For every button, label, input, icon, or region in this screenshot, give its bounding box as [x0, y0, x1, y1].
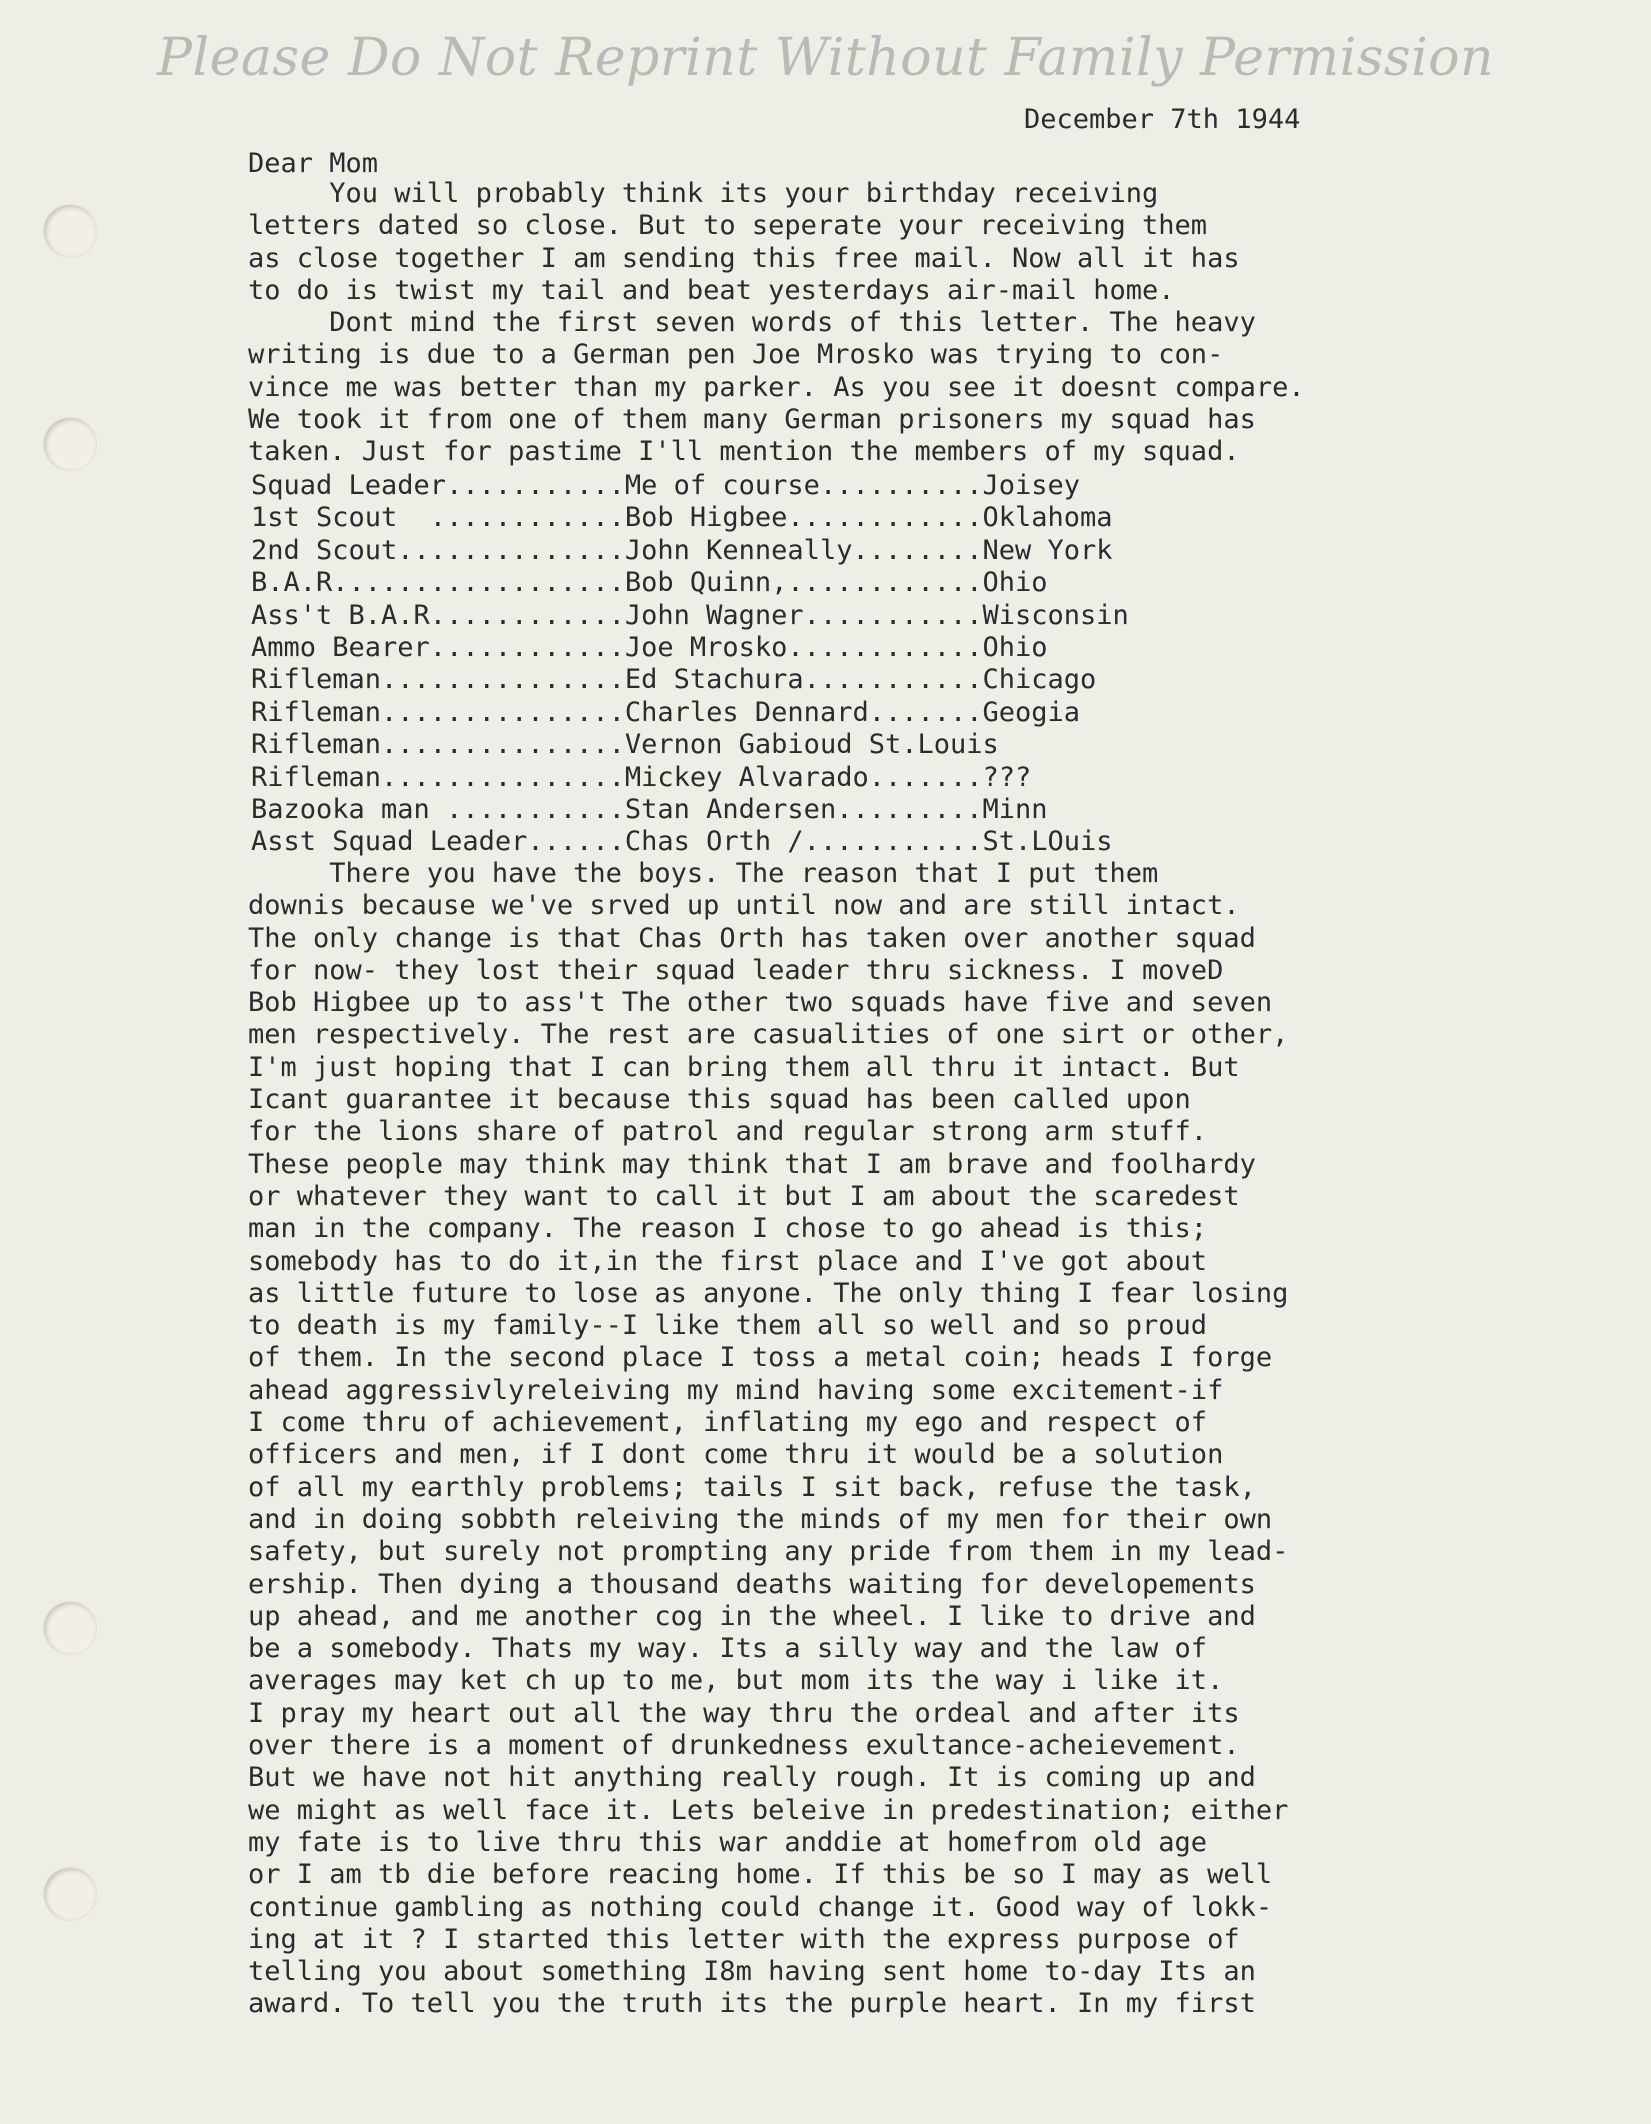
text-line: I pray my heart out all the way thru the ordeal and after its [248, 1697, 1240, 1729]
text-line: to death is my family--I like them all so well and so proud [248, 1310, 1208, 1342]
text-line: for the lions share of patrol and regular strong arm stuff. [248, 1116, 1208, 1148]
text-line: we might as well face it. Lets beleive in predestination; either [248, 1794, 1289, 1826]
text-line: We took it from one of them many German prisoners my squad has [248, 404, 1256, 436]
text-line: writing is due to a German pen Joe Mrosko was trying to con- [248, 339, 1224, 371]
binder-hole [44, 418, 96, 470]
text-line: award. To tell you the truth its the purple heart. In my first [248, 1988, 1256, 2020]
roster-row: Ass't B.A.R............John Wagner...........Wisconsin [251, 599, 1129, 631]
text-line: as close together I am sending this free mail. Now all it has [248, 242, 1240, 274]
salutation: Dear Mom [248, 148, 379, 179]
text-line: Bob Higbee up to ass't The other two squads have five and seven [248, 987, 1273, 1019]
text-line: I'm just hoping that I can bring them all thru it intact. But [248, 1051, 1240, 1083]
text-line: my fate is to live thru this war anddie at homefrom old age [248, 1826, 1208, 1858]
roster-row: Squad Leader...........Me of course..........Joisey [251, 470, 1081, 501]
roster-row: Asst Squad Leader......Chas Orth /...........St.LOuis [251, 826, 1113, 858]
binder-hole [44, 205, 96, 257]
text-line: to do is twist my tail and beat yesterdays air-mail home. [248, 274, 1175, 306]
text-line: somebody has to do it,in the first place and I've got about [248, 1245, 1208, 1277]
paragraph-intro [248, 178, 1305, 469]
text-line: be a somebody. Thats my way. Its a silly way and the law of [248, 1633, 1208, 1665]
text-line: taken. Just for pastime I'll mention the members of my squad. [248, 436, 1240, 468]
letter-date: December 7th 1944 [1024, 104, 1301, 135]
roster-row: Rifleman...............Vernon Gabioud St.Louis [251, 729, 999, 761]
binder-hole [44, 1868, 96, 1920]
text-line: of them. In the second place I toss a metal coin; heads I forge [248, 1342, 1273, 1374]
text-line: downis because we've srved up until now and are still intact. [248, 890, 1240, 922]
squad-roster [251, 470, 1129, 859]
text-line: The only change is that Chas Orth has taken over another squad [248, 922, 1256, 954]
roster-row: 2nd Scout..............John Kenneally........New York [251, 534, 1113, 566]
roster-row: Rifleman...............Charles Dennard.......Geogia [251, 696, 1081, 728]
text-line: averages may ket ch up to me, but mom its the way i like it. [248, 1665, 1224, 1697]
text-line: vince me was better than my parker. As you see it doesnt compare. [248, 371, 1305, 403]
text-line: man in the company. The reason I chose to go ahead is this; [248, 1213, 1208, 1245]
roster-row: Rifleman...............Mickey Alvarado.......??? [251, 761, 1032, 793]
roster-row: B.A.R..................Bob Quinn,............Ohio [251, 567, 1048, 599]
text-line: safety, but surely not prompting any pride from them in my lead- [248, 1536, 1289, 1568]
text-line: over there is a moment of drunkedness exultance-acheievement. [248, 1730, 1240, 1762]
paragraph-main [248, 858, 1288, 2021]
roster-row: Rifleman...............Ed Stachura...........Chicago [251, 664, 1097, 696]
text-line: continue gambling as nothing could change it. Good way of lokk- [248, 1891, 1273, 1923]
text-line: and in doing sobbth releiving the minds of my men for their own [248, 1503, 1273, 1535]
text-line: But we have not hit anything really rough. It is coming up and [248, 1762, 1256, 1794]
text-line: letters dated so close. But to seperate your receiving them [248, 210, 1208, 242]
text-line: or I am tb die before reacing home. If this be so I may as well [248, 1859, 1273, 1891]
text-line: Icant guarantee it because this squad has been called upon [248, 1084, 1191, 1116]
text-line: These people may think may think that I am brave and foolhardy [248, 1148, 1256, 1180]
text-line: You will probably think its your birthday receiving [248, 178, 1159, 209]
text-line: Dont mind the first seven words of this letter. The heavy [248, 307, 1256, 339]
text-line: men respectively. The rest are casualities of one sirt or other, [248, 1019, 1289, 1051]
text-line: I come thru of achievement, inflating my ego and respect of [248, 1407, 1208, 1439]
text-line: or whatever they want to call it but I am about the scaredest [248, 1180, 1240, 1212]
text-line: for now- they lost their squad leader thru sickness. I moveD [248, 954, 1224, 986]
text-line: as little future to lose as anyone. The only thing I fear losing [248, 1277, 1289, 1309]
text-line: There you have the boys. The reason that I put them [248, 858, 1159, 889]
roster-row: Bazooka man ...........Stan Andersen.........Minn [251, 794, 1048, 826]
text-line: telling you about something I8m having sent home to-day Its an [248, 1956, 1256, 1988]
text-line: of all my earthly problems; tails I sit back, refuse the task, [248, 1471, 1256, 1503]
text-line: ing at it ? I started this letter with the express purpose of [248, 1923, 1240, 1955]
roster-row: 1st Scout ............Bob Higbee............Oklahoma [251, 502, 1113, 534]
text-line: ahead aggressivlyreleiving my mind having some excitement-if [248, 1374, 1224, 1406]
binder-hole [44, 1602, 96, 1654]
text-line: up ahead, and me another cog in the wheel. I like to drive and [248, 1600, 1256, 1632]
watermark: Please Do Not Reprint Without Family Permission [156, 28, 1495, 88]
text-line: officers and men, if I dont come thru it would be a solution [248, 1439, 1224, 1471]
text-line: ership. Then dying a thousand deaths waiting for developements [248, 1568, 1256, 1600]
roster-row: Ammo Bearer............Joe Mrosko............Ohio [251, 632, 1048, 664]
